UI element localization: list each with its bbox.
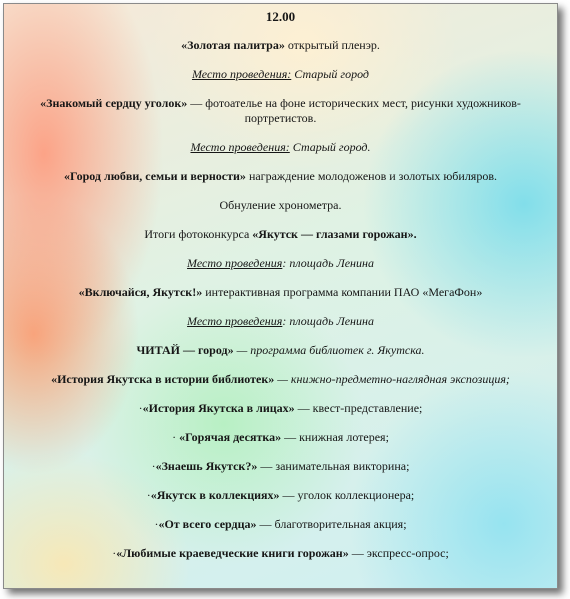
event-title: «Включайся, Якутск!» bbox=[78, 285, 203, 299]
event-description: — благотворительная акция; bbox=[256, 517, 407, 531]
venue-value: Старый город bbox=[291, 67, 369, 81]
event-description: — фотоателье на фоне исторических мест, рисунки художников-портретистов. bbox=[187, 96, 521, 125]
venue-line bbox=[4, 67, 557, 82]
event-prefix: · bbox=[172, 430, 180, 444]
event-item bbox=[4, 430, 557, 445]
event-title: «Якутск — глазами горожан». bbox=[252, 227, 417, 241]
event-item bbox=[4, 459, 557, 474]
event-title: «Знакомый сердцу уголок» bbox=[40, 96, 188, 110]
event-description: — книжно-предметно-наглядная экспозиция; bbox=[274, 372, 510, 386]
event-description: награждение молодоженов и золотых юбиляров. bbox=[245, 169, 497, 183]
event-description: интерактивная программа компании ПАО «МегаФон» bbox=[202, 285, 483, 299]
venue-value: Старый город. bbox=[289, 140, 371, 154]
event-title: «Город любви, семьи и верности» bbox=[63, 169, 246, 183]
event-item bbox=[4, 38, 557, 53]
event-item bbox=[4, 546, 557, 561]
event-description: — книжная лотерея; bbox=[281, 430, 389, 444]
document-page bbox=[3, 3, 558, 589]
program-schedule bbox=[4, 9, 557, 575]
venue-label: Место проведения bbox=[187, 256, 283, 270]
event-title: «Горячая десятка» bbox=[179, 430, 282, 444]
event-item bbox=[4, 343, 557, 358]
event-description: — уголок коллекционера; bbox=[279, 488, 415, 502]
event-item bbox=[4, 227, 557, 242]
event-title: «Любимые краеведческие книги горожан» bbox=[116, 546, 349, 560]
event-prefix: · bbox=[138, 401, 143, 415]
event-title: ЧИТАЙ — город» bbox=[136, 343, 234, 357]
event-prefix: · bbox=[146, 488, 151, 502]
event-prefix: · bbox=[154, 517, 159, 531]
event-description: — программа библиотек г. Якутска. bbox=[233, 343, 425, 357]
event-description: — квест-представление; bbox=[294, 401, 423, 415]
event-list bbox=[4, 38, 557, 561]
event-title: «Золотая палитра» bbox=[181, 38, 285, 52]
event-item bbox=[4, 517, 557, 532]
venue-line bbox=[4, 140, 557, 155]
event-item bbox=[4, 169, 557, 184]
event-description: — экспресс-опрос; bbox=[348, 546, 449, 560]
event-item bbox=[4, 372, 557, 387]
event-description: открытый пленэр. bbox=[284, 38, 380, 52]
event-item bbox=[4, 401, 557, 416]
event-item bbox=[4, 285, 557, 300]
event-description: — занимательная викторина; bbox=[257, 459, 410, 473]
venue-label: Место проведения bbox=[187, 314, 283, 328]
event-note: Обнуление хронометра. bbox=[219, 198, 342, 212]
event-prefix: Итоги фотоконкурса bbox=[144, 227, 253, 241]
venue-label: Место проведения: bbox=[190, 140, 290, 154]
event-prefix: · bbox=[151, 459, 156, 473]
event-time: 12.00 bbox=[265, 9, 296, 24]
event-title: «История Якутска в истории библиотек» bbox=[51, 372, 275, 386]
event-item bbox=[4, 96, 557, 126]
venue-line bbox=[4, 314, 557, 329]
venue-label: Место проведения: bbox=[191, 67, 292, 81]
event-title: «Якутск в коллекциях» bbox=[150, 488, 280, 502]
event-title: «Знаешь Якутск?» bbox=[155, 459, 258, 473]
venue-value: : площадь Ленина bbox=[282, 314, 374, 328]
event-title: «От всего сердца» bbox=[158, 517, 257, 531]
venue-value: : площадь Ленина bbox=[282, 256, 374, 270]
event-item bbox=[4, 488, 557, 503]
venue-line bbox=[4, 256, 557, 271]
event-title: «История Якутска в лицах» bbox=[142, 401, 295, 415]
event-prefix: · bbox=[112, 546, 117, 560]
